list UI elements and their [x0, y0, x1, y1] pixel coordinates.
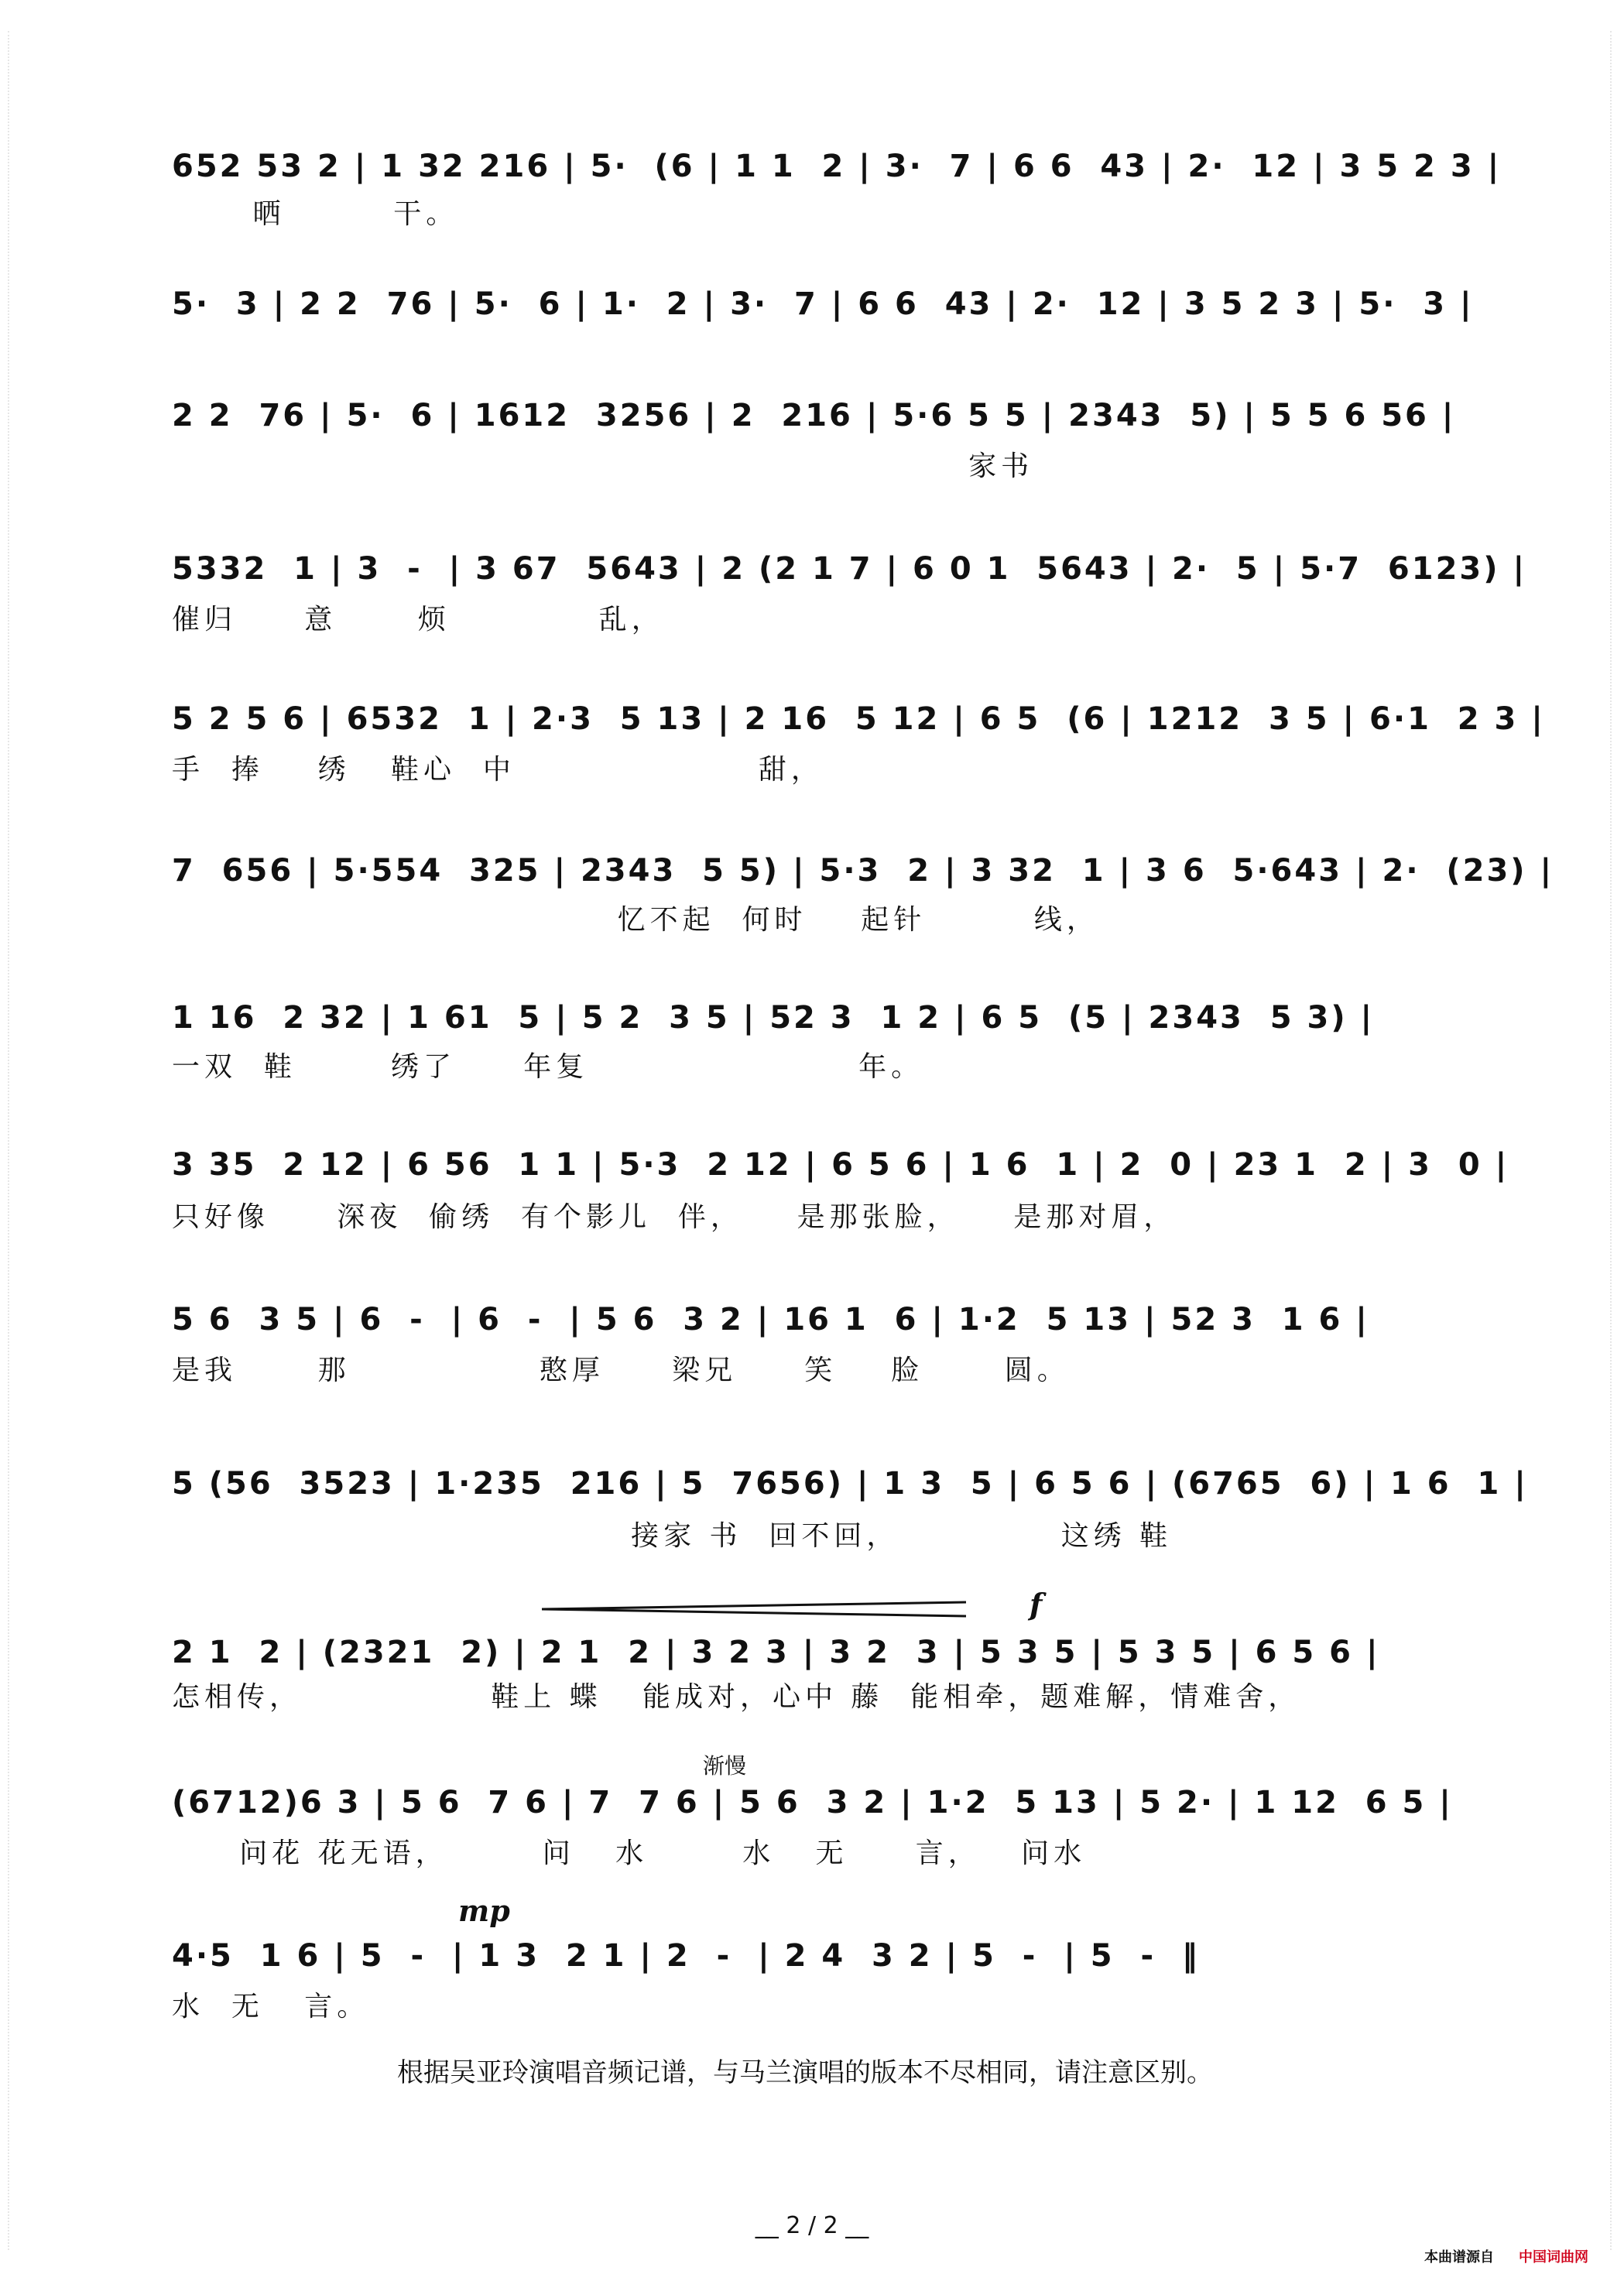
notation-line-1: 652 53 2 | 1 32 216 | 5· (6 | 1 1 2 | 3· 7 | 6 6 43 | 2· 12 | 3 5 2 3 |: [172, 149, 1502, 184]
lyrics-line-13: 水 无 言。: [172, 1991, 370, 2022]
lyrics-line-12: 问花 花无语， 问 水 水 无 言， 问水: [172, 1837, 1087, 1869]
lyrics-line-9: 是我 那 憨厚 梁兄 笑 脸 圆。: [172, 1355, 1070, 1386]
lyrics-line-10: 接家 书 回不回， 这绣 鞋: [172, 1520, 1173, 1552]
source-site-link[interactable]: 中国词曲网: [1519, 2249, 1588, 2266]
lyrics-line-1: 晒 干。: [172, 198, 459, 230]
left-page-edge: [8, 31, 17, 2250]
notation-line-3: 2 2 76 | 5· 6 | 1612 3256 | 2 216 | 5·6 5 5 | 2343 5) | 5 5 6 56 |: [172, 398, 1456, 433]
notation-line-12: (6712)6 3 | 5 6 7 6 | 7 7 6 | 5 6 3 2 | 1·2 5 13 | 5 2· | 1 12 6 5 |: [172, 1785, 1453, 1820]
lyrics-line-5: 手 捧 绣 鞋心 中 甜，: [172, 754, 824, 786]
crescendo-hairpin: [542, 1598, 975, 1621]
notation-line-10: 5 (56 3523 | 1·235 216 | 5 7656) | 1 3 5 | 6 5 6 | (6765 6) | 1 6 1 |: [172, 1466, 1528, 1502]
notation-line-2: 5· 3 | 2 2 76 | 5· 6 | 1· 2 | 3· 7 | 6 6 43 | 2· 12 | 3 5 2 3 | 5· 3 |: [172, 286, 1474, 322]
source-credit-label: 本曲谱源自: [1424, 2249, 1494, 2266]
notation-line-6: 7 656 | 5·554 325 | 2343 5 5) | 5·3 2 | 3 32 1 | 3 6 5·643 | 2· (23) |: [172, 853, 1554, 889]
lyrics-line-3: 家书: [172, 450, 1034, 482]
lyrics-line-6: 忆不起 何时 起针 线，: [172, 904, 1099, 936]
notation-line-11: 2 1 2 | (2321 2) | 2 1 2 | 3 2 3 | 3 2 3 | 5 3 5 | 5 3 5 | 6 5 6 |: [172, 1635, 1380, 1670]
page-number: __ 2 / 2 __: [755, 2212, 869, 2239]
tempo-marking: 渐慢: [703, 1753, 747, 1779]
notation-line-7: 1 16 2 32 | 1 61 5 | 5 2 3 5 | 52 3 1 2 | 6 5 (5 | 2343 5 3) |: [172, 1000, 1375, 1036]
dynamic-mezzo-piano: mp: [458, 1893, 510, 1928]
lyrics-line-7: 一双 鞋 绣了 年复 年。: [172, 1051, 924, 1083]
right-page-edge: [1610, 31, 1619, 2250]
notation-line-9: 5 6 3 5 | 6 - | 6 - | 5 6 3 2 | 16 1 6 | 1·2 5 13 | 52 3 1 6 |: [172, 1302, 1369, 1337]
lyrics-line-8: 只好像 深夜 偷绣 有个影儿 伴， 是那张脸， 是那对眉，: [172, 1201, 1177, 1233]
transcription-note: 根据吴亚玲演唱音频记谱，与马兰演唱的版本不尽相同，请注意区别。: [397, 2057, 1213, 2088]
notation-line-5: 5 2 5 6 | 6532 1 | 2·3 5 13 | 2 16 5 12 | 6 5 (6 | 1212 3 5 | 6·1 2 3 |: [172, 701, 1545, 737]
notation-line-4: 5332 1 | 3 - | 3 67 5643 | 2 (2 1 7 | 6 0 1 5643 | 2· 5 | 5·7 6123) |: [172, 551, 1527, 587]
lyrics-line-4: 催归 意 烦 乱，: [172, 604, 664, 635]
notation-line-8: 3 35 2 12 | 6 56 1 1 | 5·3 2 12 | 6 5 6 | 1 6 1 | 2 0 | 23 1 2 | 3 0 |: [172, 1147, 1509, 1183]
dynamic-forte: f: [1030, 1587, 1043, 1622]
lyrics-line-11: 怎相传， 鞋上 蝶 能成对，心中 藤 能相牵，题难解，情难舍，: [172, 1681, 1301, 1713]
notation-line-13: 4·5 1 6 | 5 - | 1 3 2 1 | 2 - | 2 4 3 2 | 5 - | 5 - ‖: [172, 1938, 1200, 1974]
